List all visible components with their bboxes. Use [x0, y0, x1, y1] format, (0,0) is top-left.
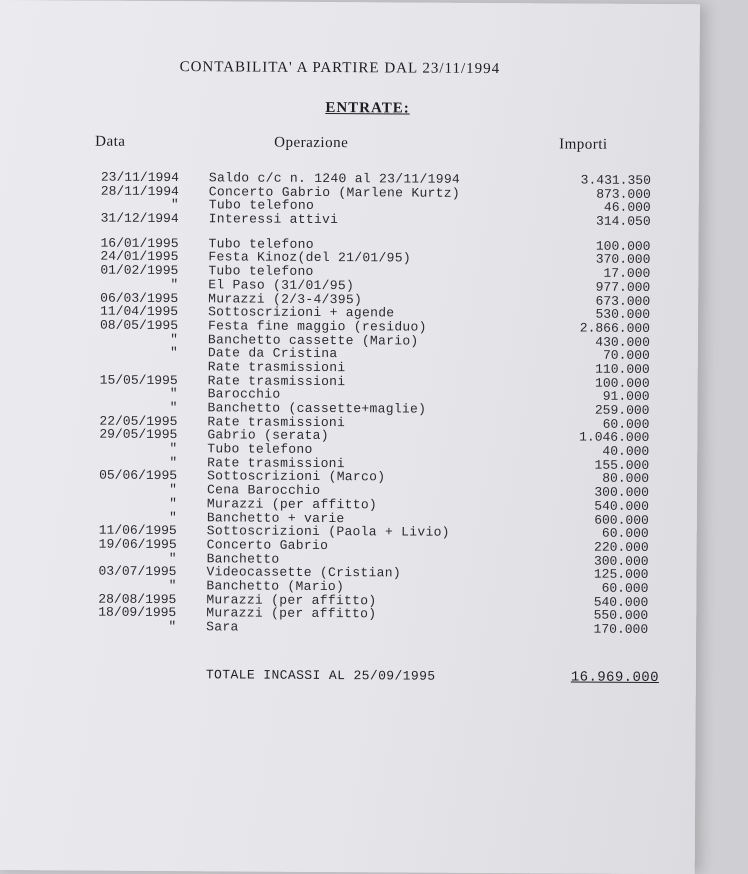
entry-operation: Interessi attivi	[208, 211, 339, 228]
entry-amount: 873.000	[596, 186, 651, 202]
entry-date: 23/11/1994	[100, 169, 179, 186]
entry-operation: El Paso (31/01/95)	[208, 277, 355, 293]
entry-amount: 259.000	[594, 402, 650, 418]
entry-date: 06/03/1995	[100, 290, 179, 306]
column-header-amount: Importi	[559, 136, 608, 153]
entry-date: "	[169, 441, 178, 457]
entry-date: "	[169, 345, 178, 361]
entry-amount: 430.000	[595, 334, 650, 350]
entry-operation: Murazzi (2/3-4/395)	[208, 290, 363, 307]
entry-date: "	[168, 509, 177, 525]
document-title: CONTABILITA' A PARTIRE DAL 23/11/1994	[179, 59, 501, 78]
entry-operation: Barocchio	[207, 386, 281, 403]
entry-date: "	[169, 454, 178, 470]
entry-date: 28/08/1995	[98, 591, 177, 607]
entry-amount: 540.000	[594, 498, 649, 514]
entry-amount: 110.000	[595, 361, 650, 377]
entry-date: "	[169, 400, 178, 416]
entry-date: "	[170, 197, 179, 213]
entry-operation: Festa fine maggio (residuo)	[207, 318, 427, 335]
entry-date: 18/09/1995	[98, 604, 177, 621]
entry-operation: Rate trasmissioni	[207, 413, 346, 430]
entry-amount: 100.000	[595, 375, 650, 391]
entry-operation: Murazzi (per affitto)	[206, 605, 377, 622]
entry-date: 03/07/1995	[98, 563, 177, 580]
entry-date: "	[168, 577, 177, 594]
entry-operation: Banchetto	[206, 550, 280, 567]
entry-date: 05/06/1995	[99, 468, 178, 484]
entry-amount: 1.046.000	[579, 429, 650, 446]
entry-amount: 977.000	[595, 279, 651, 295]
entry-operation: Banchetto (cassette+maglie)	[207, 400, 427, 417]
entry-amount: 170.000	[593, 621, 649, 637]
entry-operation: Concerto Gabrio (Marlene Kurtz)	[208, 183, 461, 201]
ledger-entries	[0, 170, 699, 637]
entry-operation: Tubo telefono	[208, 197, 315, 214]
entry-date: "	[169, 495, 177, 511]
entry-operation: Rate trasmissioni	[207, 372, 346, 389]
entry-operation: Banchetto (Mario)	[206, 578, 345, 595]
entry-date: 11/04/1995	[100, 303, 179, 320]
entry-amount: 60.000	[602, 416, 650, 432]
entry-date: 19/06/1995	[98, 536, 177, 552]
entry-operation: Murazzi (per affitto)	[206, 496, 378, 513]
column-header-date: Data	[95, 133, 126, 150]
entry-operation: Saldo c/c n. 1240 al 23/11/1994	[208, 170, 461, 187]
section-heading: ENTRATE:	[325, 99, 410, 117]
entry-operation: Sottoscrizioni (Marco)	[207, 468, 386, 485]
entry-amount: 40.000	[602, 443, 650, 460]
entry-operation: Festa Kinoz(del 21/01/95)	[208, 249, 412, 266]
entry-operation: Tubo telefono	[207, 441, 313, 457]
entry-date: 11/06/1995	[98, 522, 177, 539]
entry-amount: 314.050	[596, 213, 651, 230]
entry-date: "	[168, 550, 177, 566]
entry-operation: Cena Barocchio	[206, 482, 321, 499]
entry-amount: 80.000	[602, 471, 650, 487]
entry-date: 01/02/1995	[100, 262, 179, 279]
entry-amount: 60.000	[601, 525, 649, 542]
entry-operation: Date da Cristina	[207, 345, 338, 362]
entry-amount: 673.000	[595, 293, 651, 309]
entry-operation: Tubo telefono	[208, 263, 314, 280]
entry-operation: Banchetto cassette (Mario)	[207, 331, 419, 349]
entry-operation: Sottoscrizioni (Paola + Livio)	[206, 523, 450, 540]
entry-amount: 46.000	[603, 200, 651, 216]
entry-operation: Concerto Gabrio	[206, 537, 329, 553]
entry-amount: 370.000	[595, 252, 651, 268]
entry-operation: Murazzi (per affitto)	[206, 591, 377, 608]
column-header-operation: Operazione	[274, 134, 349, 152]
entry-amount: 540.000	[593, 594, 649, 610]
entry-operation: Rate trasmissioni	[207, 455, 345, 471]
entry-operation: Sottoscrizioni + agende	[208, 304, 395, 321]
entry-amount: 91.000	[602, 389, 650, 405]
total-amount: 16.969.000	[570, 669, 659, 687]
entry-date: "	[169, 482, 178, 498]
entry-operation: Rate trasmissioni	[207, 359, 346, 376]
entry-amount: 300.000	[593, 553, 649, 569]
entry-operation: Videocassette (Cristian)	[206, 564, 401, 581]
entry-date: 31/12/1994	[100, 210, 179, 227]
entry-amount: 3.431.350	[580, 172, 651, 188]
entry-amount: 155.000	[594, 457, 650, 473]
entry-amount: 2.866.000	[579, 320, 651, 336]
entry-date: 29/05/1995	[99, 426, 178, 443]
entry-operation: Gabrio (serata)	[207, 427, 329, 444]
entry-date: 22/05/1995	[99, 413, 178, 429]
entry-date: 15/05/1995	[99, 372, 178, 388]
entry-date: "	[168, 619, 177, 635]
entry-date: "	[170, 331, 178, 347]
entry-operation: Banchetto + varie	[206, 509, 345, 526]
entry-date: 28/11/1994	[100, 183, 179, 199]
entry-operation: Sara	[206, 619, 239, 635]
entry-amount: 300.000	[594, 484, 650, 501]
entry-amount: 70.000	[602, 347, 650, 364]
entry-date: "	[169, 386, 178, 402]
total-label: TOTALE INCASSI AL 25/09/1995	[205, 667, 436, 684]
entry-operation: Tubo telefono	[208, 236, 314, 252]
entry-amount: 530.000	[595, 306, 651, 323]
entry-amount: 100.000	[595, 238, 651, 254]
entry-date: 24/01/1995	[100, 249, 179, 265]
entry-amount: 600.000	[594, 512, 649, 528]
entry-amount: 550.000	[593, 607, 649, 624]
entry-amount: 220.000	[594, 539, 649, 555]
ledger-row	[0, 619, 696, 637]
entry-date: "	[170, 276, 179, 292]
entry-date: 08/05/1995	[99, 317, 179, 333]
entry-amount: 60.000	[601, 580, 649, 596]
entry-amount: 125.000	[593, 566, 649, 583]
entry-amount: 17.000	[603, 265, 651, 282]
entry-date: 16/01/1995	[100, 235, 179, 251]
